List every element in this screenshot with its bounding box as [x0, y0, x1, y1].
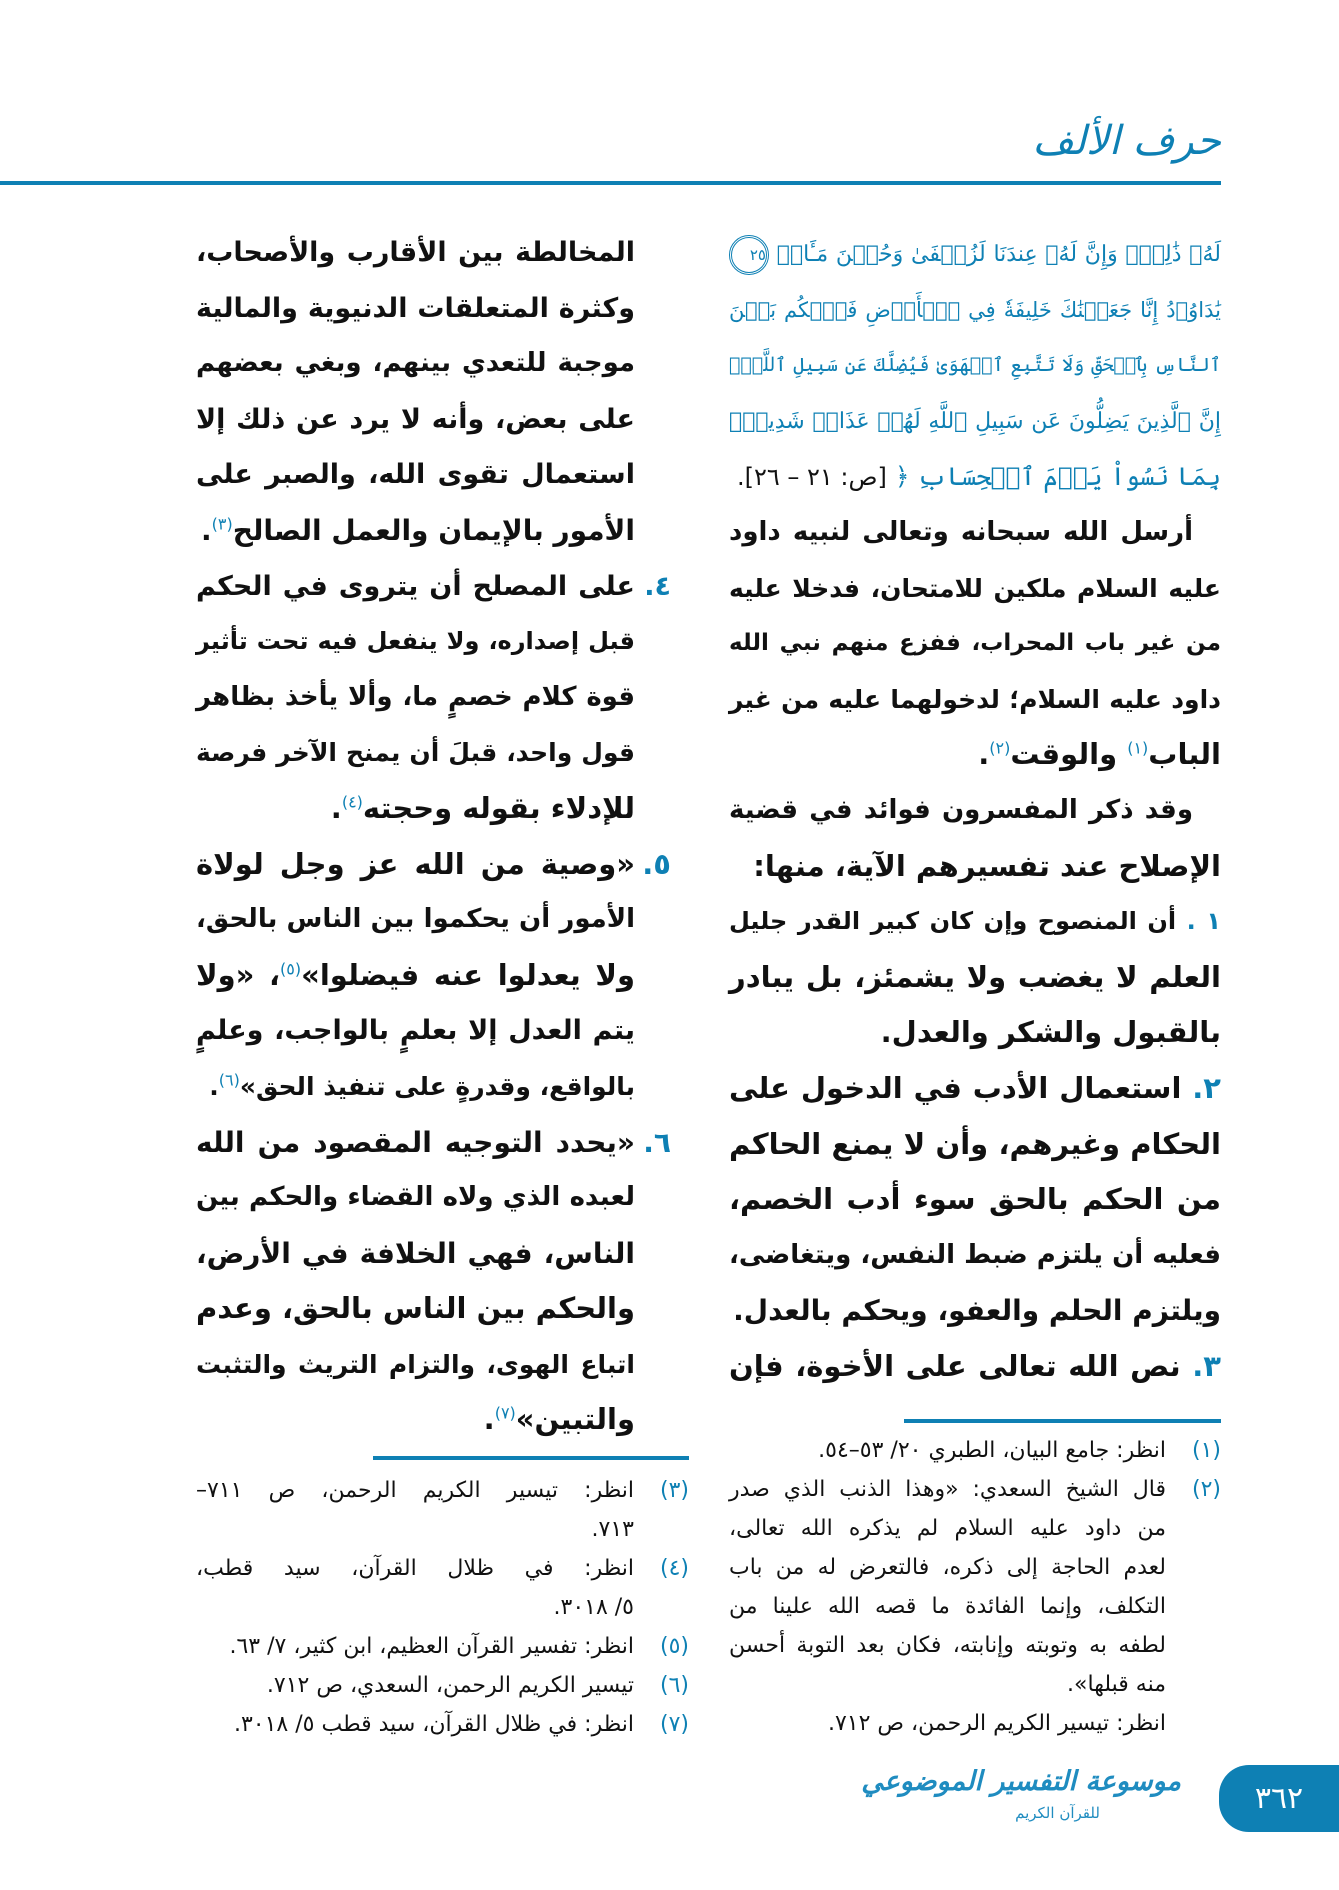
text: للإدلاء بقوله وحجته: [362, 790, 635, 825]
header-divider: [0, 181, 1221, 185]
text-line: [196, 559, 671, 615]
right-body-text: [729, 505, 1221, 1395]
text: موجبة للتعدي بينهم، وبغي بعضهم: [196, 348, 635, 379]
text-line: [196, 837, 671, 893]
verse-text: ٱلنَّاسِ بِٱلۡحَقِّ وَلَا تَتَّبِعِ ٱلۡهَوَىٰ فَيُضِلَّكَ عَن سَبِيلِ ٱللَّهِۚ: [729, 354, 1221, 377]
text-line: [196, 614, 635, 670]
text-line: [729, 1005, 1221, 1061]
text: .: [209, 1071, 219, 1101]
footnote-number: (٢): [1191, 1477, 1221, 1502]
left-body-text: [196, 225, 671, 1448]
encyclopedia-logo: [861, 1762, 1181, 1832]
text: على بعض، وأنه لا يرد عن ذلك إلا: [196, 403, 635, 435]
text-line: [196, 948, 635, 1004]
text-line: [729, 839, 1221, 895]
footnote-line: انظر: في ظلال القرآن، سيد قطب،: [196, 1556, 634, 1581]
text: فعليه أن يلتزم ضبط النفس، ويتغاضى،: [729, 1239, 1221, 1270]
footnote-line: ٧١٣.: [591, 1517, 634, 1542]
footnote-ref: (١): [1127, 738, 1149, 758]
page-number-badge: ٣٦٢: [1219, 1765, 1339, 1832]
verse-line: [729, 394, 1221, 450]
footnote-line: التكلف، وإنما الفائدة ما قصه الله علينا من: [729, 1594, 1166, 1619]
text: قبل إصداره، ولا ينفعل فيه تحت تأثير: [196, 627, 635, 656]
footnote-ref: (٣): [211, 514, 233, 534]
text-line: [729, 727, 1221, 783]
text-line: [729, 1228, 1221, 1284]
text-line: [196, 1170, 635, 1226]
text: بالقبول والشكر والعدل.: [880, 1015, 1221, 1050]
text: من الحكم بالحق سوء أدب الخصم،: [729, 1182, 1221, 1217]
text: أرسل الله سبحانه وتعالى لنبيه داود: [729, 516, 1193, 547]
list-number: ٢.: [1181, 1070, 1221, 1105]
text-line: [196, 336, 635, 392]
text: وقد ذكر المفسرون فوائد في قضية: [729, 794, 1193, 825]
text-line: [729, 616, 1221, 672]
text-line: [729, 783, 1221, 839]
text: قوة كلام خصمٍ ما، وألا يأخذ بظاهر: [196, 681, 635, 712]
footnote-divider: [373, 1456, 689, 1460]
footnote-line: انظر: تيسير الكريم الرحمن، ص ٧١١–: [196, 1478, 634, 1503]
footnote-line: انظر: جامع البيان، الطبري ٢٠/ ٥٣–٥٤.: [818, 1438, 1166, 1463]
verse-line: [729, 283, 1221, 339]
text: اتباع الهوى، والتزام التريث والتثبت: [196, 1349, 635, 1379]
text-line: [729, 950, 1221, 1006]
text-line: [196, 725, 635, 781]
text-line: [196, 447, 635, 503]
text-line: [729, 894, 1221, 950]
text: نص الله تعالى على الأخوة، فإن: [729, 1348, 1181, 1383]
footnote-ref: (٢): [989, 738, 1011, 758]
text: بالواقع، وقدرةٍ على تنفيذ الحق»: [239, 1071, 635, 1101]
text-line: [196, 1003, 635, 1059]
text-line: [196, 781, 635, 837]
ayah-number-marker: ٢٥: [729, 235, 769, 275]
footnote-line: ٥/ ٣٠١٨.: [553, 1595, 634, 1620]
text: ويلتزم الحلم والعفو، ويحكم بالعدل.: [733, 1294, 1221, 1328]
footnote-number: (٦): [659, 1673, 689, 1698]
verse-citation: [ص: ٢١ – ٢٦].: [736, 463, 887, 492]
verse-text: إِنَّ ٱلَّذِينَ يَضِلُّونَ عَن سَبِيلِ ٱللَّهِ لَهُمۡ عَذَابٞ شَدِيدُۢ: [729, 408, 1221, 434]
footnote-ref: (٥): [280, 959, 302, 979]
text-line: [729, 1117, 1221, 1173]
text: قول واحد، قبلَ أن يمنح الآخر فرصة: [196, 738, 635, 768]
verse-text: بِمَا نَسُواْ يَوۡمَ ٱلۡحِسَابِ ﴿: [894, 462, 1221, 492]
list-number: ١ .: [1176, 907, 1221, 936]
text-line: [729, 505, 1221, 561]
text-line: [196, 392, 635, 448]
footnote-number: (٤): [659, 1556, 689, 1581]
text-line: [196, 281, 635, 337]
footnote: [729, 1431, 1221, 1470]
text: استعمال الأدب في الدخول على: [729, 1070, 1182, 1105]
footnote-ref: (٤): [341, 792, 363, 812]
list-number: ٤.: [644, 570, 671, 602]
footnote: [729, 1470, 1221, 1743]
right-column: [729, 227, 1221, 1394]
list-number: ٥.: [642, 846, 671, 881]
text: «وصية من الله عز وجل لولاة: [196, 846, 635, 881]
footnote: [196, 1666, 689, 1705]
text: الحكام وغيرهم، وأن لا يمنع الحاكم: [729, 1126, 1221, 1161]
text-line: [196, 1392, 635, 1448]
text: والحكم بين الناس بالحق، وعدم: [196, 1291, 635, 1326]
footnote: [196, 1705, 689, 1744]
footnote-line: انظر: تيسير الكريم الرحمن، ص ٧١٢.: [827, 1711, 1166, 1736]
text-line: [729, 1283, 1221, 1339]
footnote-ref: (٦): [218, 1070, 240, 1090]
text-line: [729, 1061, 1221, 1117]
footnote: [196, 1471, 689, 1549]
footnote-number: (٥): [659, 1634, 689, 1659]
verse-line: [729, 338, 1221, 394]
list-number: ٣.: [1180, 1348, 1221, 1383]
text-line: [196, 225, 635, 281]
text: الباب: [1148, 737, 1221, 772]
chapter-title: حرف الألف: [1032, 118, 1221, 164]
text: الناس، فهي الخلافة في الأرض،: [196, 1236, 635, 1270]
text: الإصلاح عند تفسيرهم الآية، منها:: [753, 848, 1221, 883]
text: الأمور بالإيمان والعمل الصالح: [232, 513, 635, 547]
text: العلم لا يغضب ولا يشمئز، بل يبادر: [729, 959, 1221, 994]
text: ولا يعدلوا عنه فيضلوا»: [301, 957, 635, 992]
footnote-line: انظر: في ظلال القرآن، سيد قطب ٥/ ٣٠١٨.: [233, 1712, 634, 1737]
footnote-line: منه قبلها».: [1067, 1672, 1166, 1697]
text-line: [729, 561, 1221, 617]
verse-line: [729, 227, 1221, 283]
verse-text: لَهُۥ ذَٰلِكَۖ وَإِنَّ لَهُۥ عِندَنَا لَزُلۡفَىٰ وَحُسۡنَ مَـَٔابٖ: [776, 242, 1221, 267]
text-line: [196, 670, 635, 726]
text-line: [729, 1172, 1221, 1228]
text: .: [330, 790, 342, 825]
text-line: [196, 1059, 635, 1115]
footnote-line: لطفه به وتوبته وإنابته، فكان بعد التوبة أحسن: [729, 1633, 1166, 1658]
text: والوقت: [1010, 737, 1128, 772]
text: عليه السلام ملكين للامتحان، فدخلا عليه: [729, 573, 1221, 603]
text: أن المنصوح وإن كان كبير القدر جليل: [729, 907, 1177, 936]
verse-text: يَٰدَاوُۥدُ إِنَّا جَعَلۡنَٰكَ خَلِيفَةٗ فِي ٱلۡأَرۡضِ فَٱحۡكُم بَيۡنَ: [729, 297, 1221, 322]
text: على المصلح أن يتروى في الحكم: [196, 570, 635, 602]
text-line: [196, 1337, 635, 1393]
footnote-divider: [904, 1419, 1221, 1423]
footnote-line: تيسير الكريم الرحمن، السعدي، ص ٧١٢.: [266, 1673, 634, 1698]
text: من غير باب المحراب، ففزع منهم نبي الله: [729, 630, 1221, 657]
list-number: ٦.: [643, 1125, 671, 1159]
text-line: [729, 1339, 1221, 1395]
quran-verse-block: [729, 227, 1221, 505]
text: «يحدد التوجيه المقصود من الله: [196, 1125, 635, 1159]
logo-subtitle: للقرآن الكريم: [1015, 1804, 1100, 1822]
footnote-line: انظر: تفسير القرآن العظيم، ابن كثير، ٧/ ٦٣.: [229, 1634, 634, 1659]
footnotes-right: [729, 1431, 1221, 1743]
footnotes-left: [196, 1471, 689, 1744]
footnote: [196, 1549, 689, 1627]
verse-line: [729, 449, 1221, 505]
text: داود عليه السلام؛ لدخولهما عليه من غير: [729, 684, 1221, 714]
footnote-line: من داود عليه السلام لم يذكره الله تعالى،: [729, 1516, 1166, 1541]
text: .: [978, 737, 990, 772]
text-line: [729, 672, 1221, 728]
text: ، «ولا: [196, 957, 281, 992]
footnote-ref: (٧): [494, 1403, 516, 1423]
text-line: [196, 1226, 635, 1282]
text: الأمور أن يحكموا بين الناس بالحق،: [196, 904, 635, 935]
footnote: [196, 1627, 689, 1666]
text: لعبده الذي ولاه القضاء والحكم بين: [196, 1182, 635, 1213]
text: والتبين»: [515, 1402, 635, 1437]
text: .: [483, 1402, 495, 1437]
text-line: [196, 1281, 635, 1337]
footnote-number: (٧): [659, 1712, 689, 1737]
text: .: [200, 513, 212, 547]
text: يتم العدل إلا بعلمٍ بالواجب، وعلمٍ: [196, 1015, 635, 1047]
text-line: [196, 892, 635, 948]
text: المخالطة بين الأقارب والأصحاب،: [196, 237, 635, 268]
text: استعمال تقوى الله، والصبر على: [196, 459, 635, 491]
footnote-line: لعدم الحاجة إلى ذكره، فالتعرض له من باب: [729, 1555, 1166, 1580]
text-line: [196, 1115, 671, 1171]
logo-title: موسوعة التفسير الموضوعي: [861, 1766, 1181, 1797]
footnote-line: قال الشيخ السعدي: «وهذا الذنب الذي صدر: [729, 1477, 1166, 1502]
text: وكثرة المتعلقات الدنيوية والمالية: [196, 292, 635, 324]
footnote-number: (١): [1191, 1438, 1221, 1463]
footnote-number: (٣): [659, 1478, 689, 1503]
left-column: [196, 225, 671, 1448]
text-line: [196, 503, 635, 559]
